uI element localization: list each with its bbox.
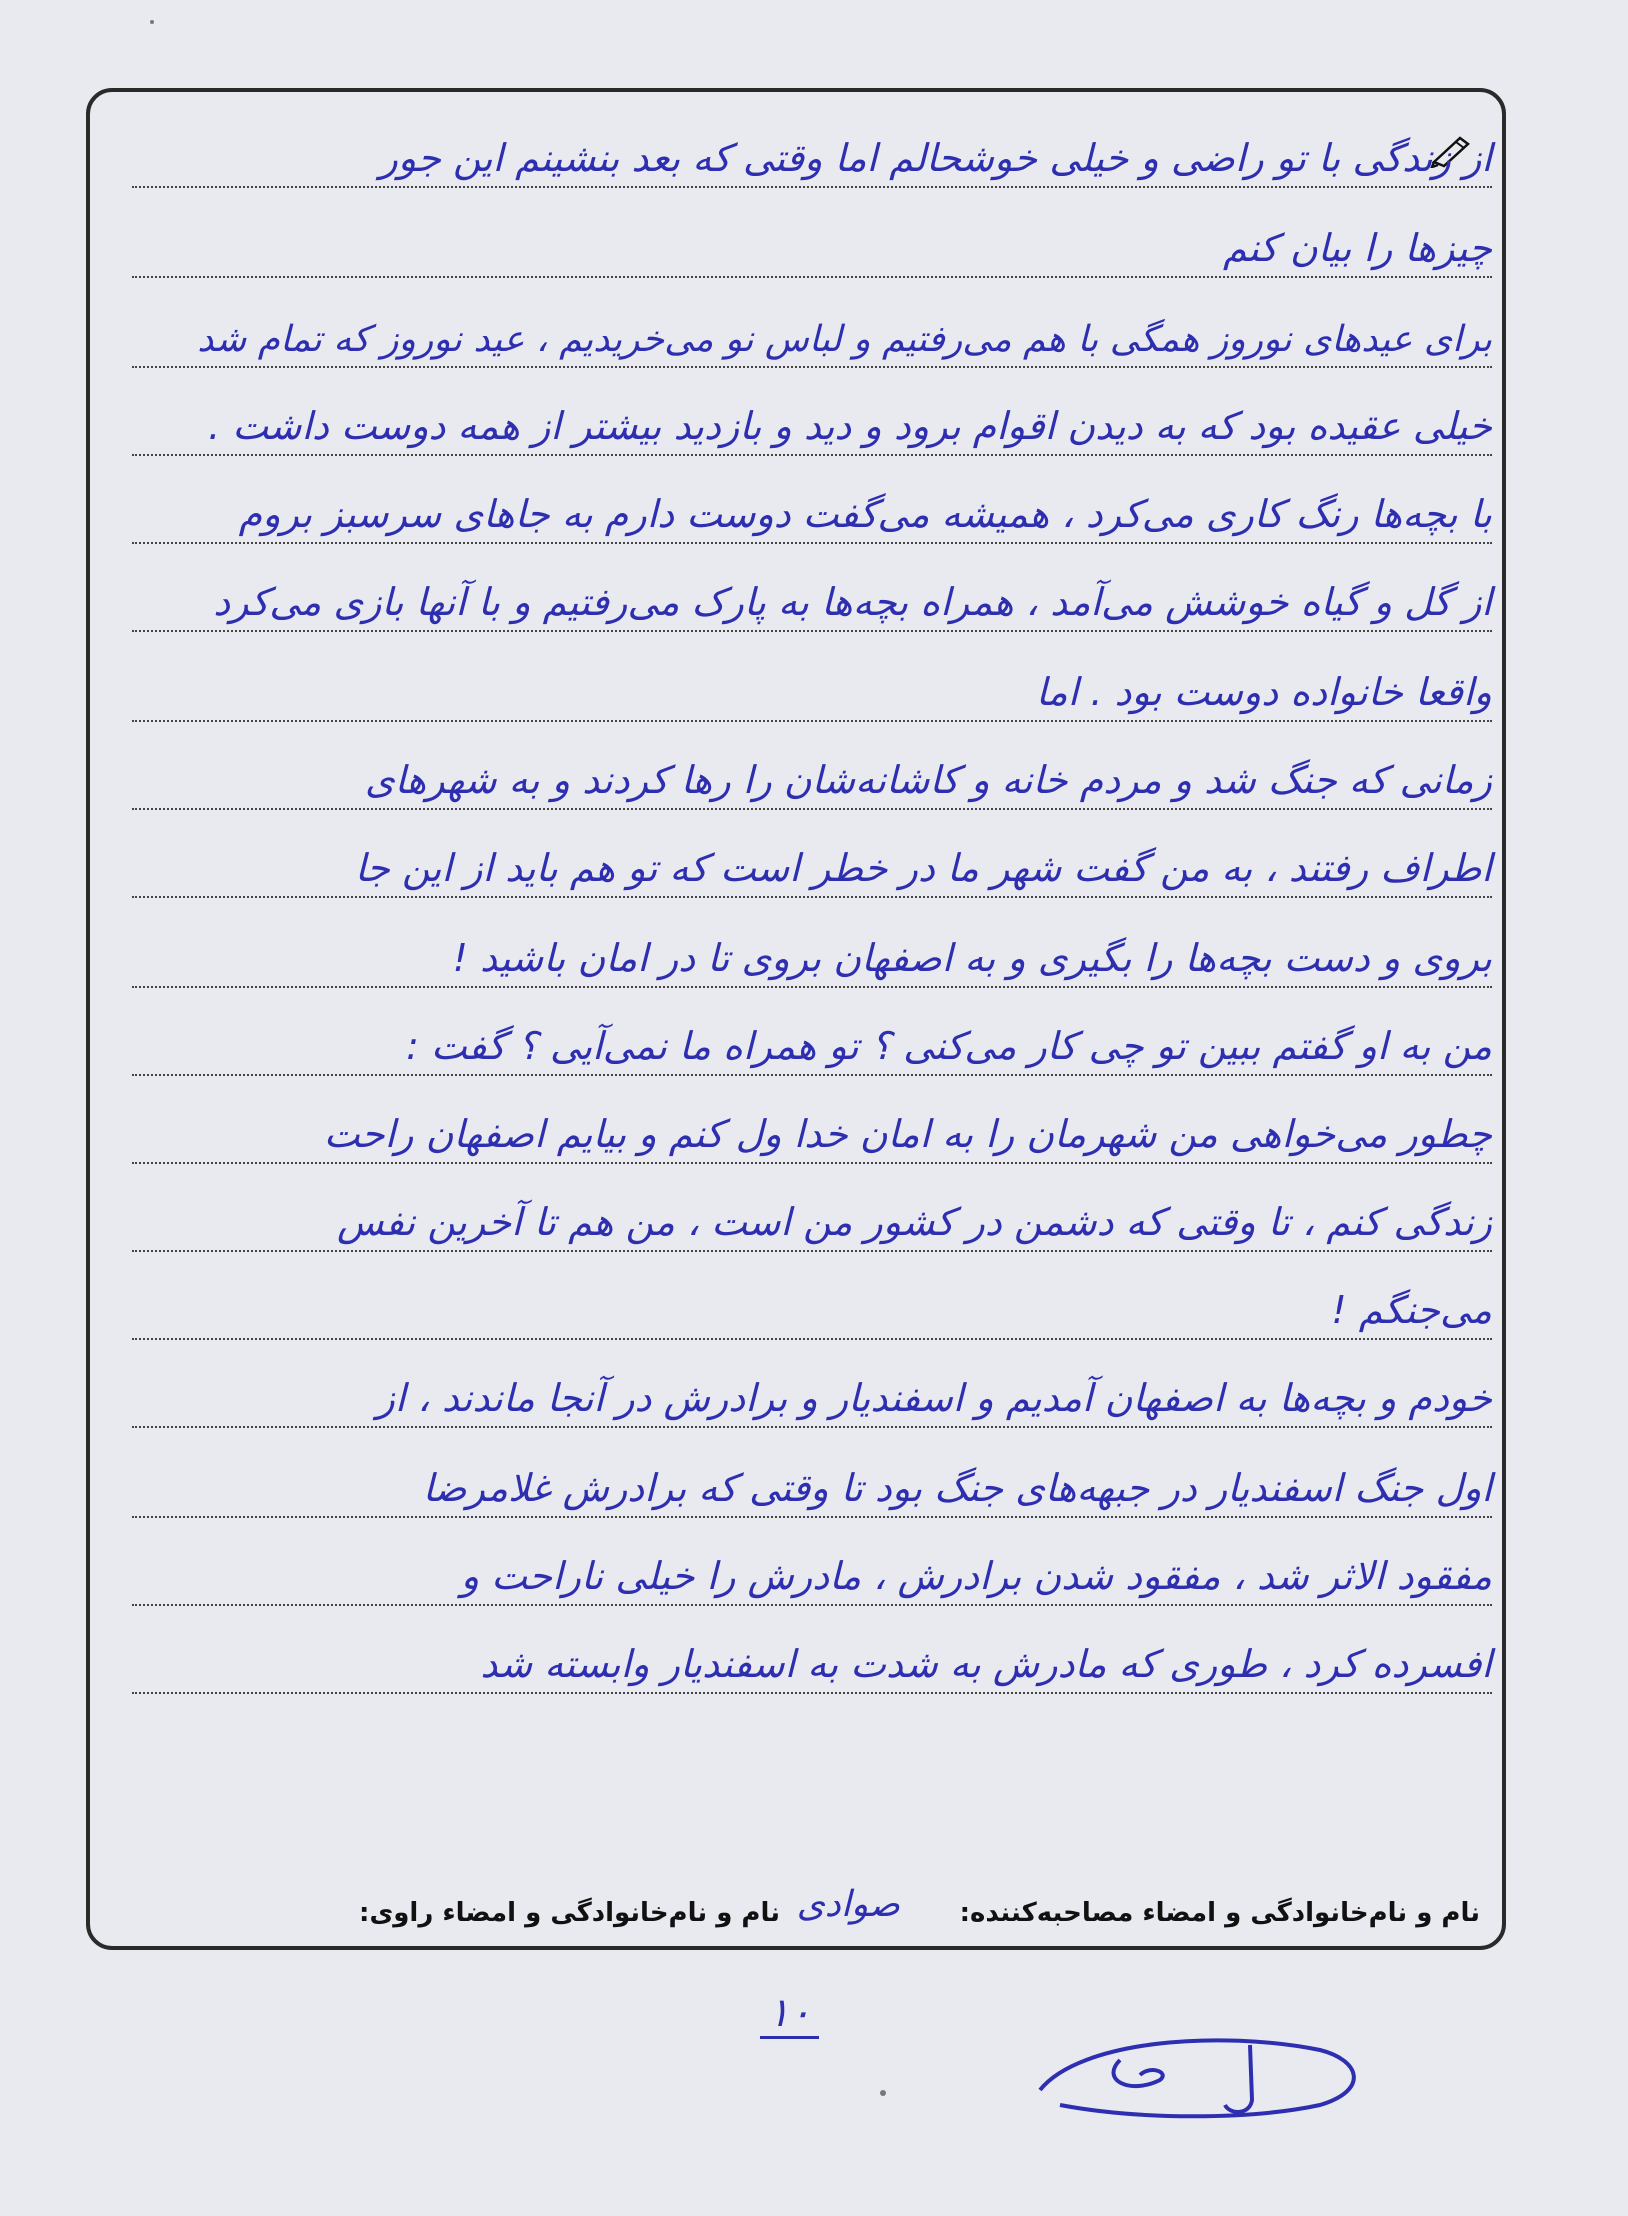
handwritten-line [132,1606,1492,1694]
handwritten-line-text: زمانی که جنگ شد و مردم خانه و کاشانه‌شان را رها کردند و به شهرهای [364,758,1492,802]
handwritten-line [132,810,1492,898]
handwritten-line [132,1252,1492,1340]
scan-speck [880,2090,886,2096]
handwritten-line-text: مفقود الاثر شد ، مفقود شدن برادرش ، مادرش را خیلی ناراحت و [460,1554,1492,1598]
handwritten-line-text: می‌جنگم ! [1331,1288,1492,1332]
handwritten-line-text: اول جنگ اسفندیار در جبهه‌های جنگ بود تا وقتی که برادرش غلامرضا [422,1466,1492,1510]
handwritten-line [132,544,1492,632]
handwritten-line-text: اطراف رفتند ، به من گفت شهر ما در خطر است که تو هم باید از این جا [354,846,1492,890]
handwritten-line [132,100,1492,188]
handwritten-line-text: از گل و گیاه خوشش می‌آمد ، همراه بچه‌ها به پارک می‌رفتیم و با آنها بازی می‌کرد [213,580,1492,624]
handwritten-line [132,900,1492,988]
handwritten-line-text: من به او گفتم ببین تو چی کار می‌کنی ؟ تو همراه ما نمی‌آیی ؟ گفت : [406,1024,1492,1068]
handwritten-line [132,634,1492,722]
handwritten-line-text: بروی و دست بچه‌ها را بگیری و به اصفهان بروی تا در امان باشید ! [452,936,1492,980]
handwritten-line [132,368,1492,456]
handwritten-line [132,1518,1492,1606]
handwritten-line-text: واقعا خانواده دوست بود . اما [1035,670,1492,714]
page-number: ۱۰ [760,1990,819,2039]
handwritten-line [132,988,1492,1076]
handwritten-line [132,1164,1492,1252]
interviewer-label: نام و نام‌خانوادگی و امضاء مصاحبه‌کننده: [959,1898,1480,1928]
narrator-label: نام و نام‌خانوادگی و امضاء راوی: [359,1898,780,1928]
handwritten-line-text: برای عیدهای نوروز همگی با هم می‌رفتیم و لباس نو می‌خریدیم ، عید نوروز که تمام شد [197,319,1492,360]
interviewer-name: صوادی [796,1884,900,1925]
handwritten-line [132,1340,1492,1428]
signature-footer [120,1884,1480,1940]
handwritten-line [132,722,1492,810]
handwritten-line-text: خودم و بچه‌ها به اصفهان آمدیم و اسفندیار و برادرش در آنجا ماندند ، از [376,1376,1492,1420]
handwritten-line [132,280,1492,368]
handwritten-line-text: خیلی عقیده بود که به دیدن اقوام برود و دید و بازدید بیشتر از همه دوست داشت . [208,404,1492,448]
handwritten-line [132,456,1492,544]
handwritten-line-text: افسرده کرد ، طوری که مادرش به شدت به اسفندیار وابسته شد [480,1642,1492,1686]
signature-mark [1020,2020,1380,2130]
handwritten-line [132,1430,1492,1518]
handwritten-line-text: چطور می‌خواهی من شهرمان را به امان خدا ول کنم و بیایم اصفهان راحت [323,1112,1492,1156]
handwritten-line-text: زندگی کنم ، تا وقتی که دشمن در کشور من است ، من هم تا آخرین نفس [337,1200,1492,1244]
handwritten-line [132,190,1492,278]
handwritten-line-text: از زندگی با تو راضی و خیلی خوشحالم اما وقتی که بعد بنشینم این جور [379,136,1492,180]
scan-speck [150,20,154,24]
handwritten-line-text: با بچه‌ها رنگ کاری می‌کرد ، همیشه می‌گفت دوست دارم به جاهای سرسبز بروم [238,492,1492,536]
handwritten-line [132,1076,1492,1164]
handwritten-line-text: چیزها را بیان کنم [1222,226,1492,270]
